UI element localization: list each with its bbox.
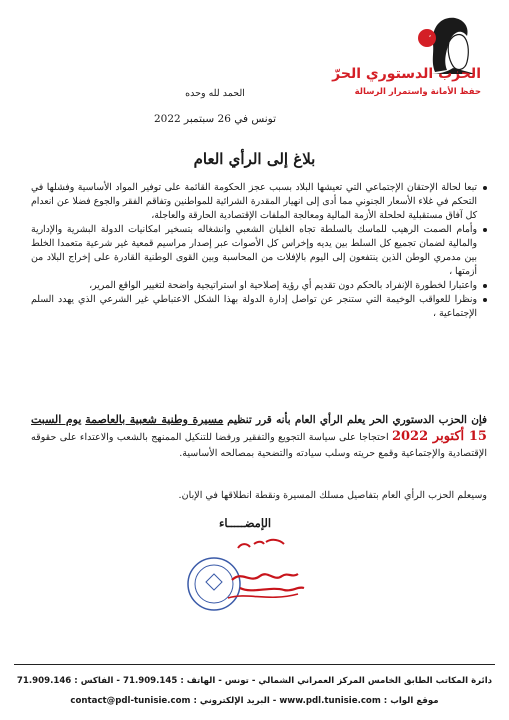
bullet-list <box>31 181 487 321</box>
footer-contact: موقع الواب : www.pdl.tunisie.com - البريد الإلكتروني : contact@pdl-tunisie.com <box>70 696 439 706</box>
announcement-rest: احتجاجا على سياسة التجويع والتفقير ورفضا للتنكيل الممنهج بالشعب والاعتداء على حقوقه الإقتصادية والإجتماعية وقمع حريته وسلب سيادته والتضحية بمصالحه الأساسية. <box>31 432 487 459</box>
footer-address: دائرة المكاتب الطابق الخامس المركز العمراني الشمالي - تونس - الهاتف : 71.909.145 - الفاكس : 71.909.146 <box>16 676 493 686</box>
announcement-lead: فإن الحزب الدستوري الحر يعلم الرأي العام بأنه قرر تنظيم <box>227 414 487 426</box>
party-name: الحزب الدستوري الحرّ <box>332 66 481 82</box>
document-title: بلاغ إلى الرأي العام <box>193 150 316 168</box>
signature-label: الإمضـــــاء <box>218 516 272 530</box>
march-date: 15 أكتوبر 2022 <box>391 429 487 444</box>
march-title: مسيرة وطنية شعبية بالعاصمة <box>85 413 224 426</box>
stamp-and-signature-graphic <box>170 528 330 628</box>
dateline: تونس في 26 سبتمبر 2022 <box>153 113 277 125</box>
opening-praise: الحمد لله وحده <box>185 88 245 99</box>
bullet-item: تبعا لحالة الإحتقان الإجتماعي التي تعيشها البلاد بسبب عجز الحكومة القائمة على توفير المواد الأساسية وفشلها في التحكم في غلاء الأسعار الجنوني مما أدى إلى انهيار المقدرة الشرائية للمواطنين وتفاقم الفقر والجوع فضلا عن انعدام كل آفاق مستقبلية لحلحلة الأزمة المالية ومعالجة الملفات الإقتصادية الحارقة والعاجلة، <box>31 181 487 223</box>
signature-and-stamp <box>170 528 330 628</box>
footer-divider <box>14 664 495 665</box>
party-logo-emblem <box>335 14 485 114</box>
bullet-item: وأمام الصمت الرهيب للماسك بالسلطة تجاه الغليان الشعبي وانشغاله بتسخير امكانيات الدولة البشرية والإدارية والمالية لضمان تجميع كل السلط بين يديه وإخراس كل الأصوات عبر إصدار مراسيم قمعية غير شرعية متعمدا الخلط بين مدمري الوطن الذين ينتفعون إلى اليوم بالإفلات من المحاسبة وبين القوى الوطنية القادرة على إخراج البلاد من أزمتها ، <box>31 223 487 279</box>
party-tagline: حفظ الأمانة واستمرار الرسالة <box>354 87 481 97</box>
bullet-item: ونظرا للعواقب الوخيمة التي ستنجر عن تواصل إدارة الدولة بهذا الشكل الاعتباطي غير الشرعي الذي يهدد السلم الإجتماعية ، <box>31 293 487 321</box>
march-day: يوم السبت <box>31 413 82 426</box>
bullet-item: واعتبارا لخطورة الإنفراد بالحكم دون تقديم أي رؤية إصلاحية او استراتيجية واضحة لتغيير الواقع المرير، <box>31 279 487 293</box>
party-logo <box>335 14 485 114</box>
closing-paragraph: وسيعلم الحزب الرأي العام بتفاصيل مسلك المسيرة ونقطة انطلاقها في الإبان. <box>178 490 487 501</box>
announcement-paragraph <box>31 412 487 462</box>
